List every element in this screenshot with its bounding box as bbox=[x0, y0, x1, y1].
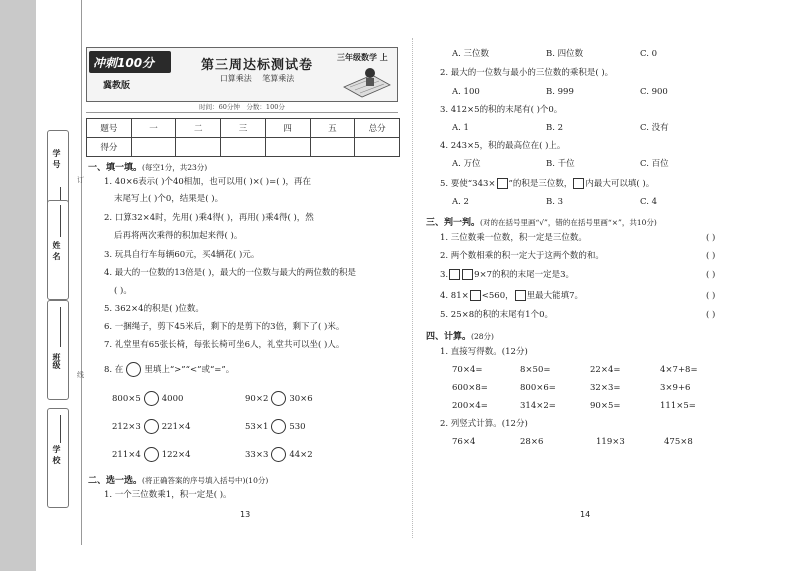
oral-calc-item[interactable]: 800×6= bbox=[520, 383, 556, 393]
exam-header bbox=[86, 47, 398, 102]
class-line bbox=[60, 307, 61, 347]
section-4-note: (28分) bbox=[471, 332, 494, 341]
mascot-illustration bbox=[342, 65, 392, 99]
oral-calc-item[interactable]: 8×50= bbox=[520, 365, 551, 375]
blank-box[interactable] bbox=[449, 269, 460, 280]
choice-5-option-a[interactable]: A. 2 bbox=[452, 197, 469, 207]
blank-box[interactable] bbox=[497, 178, 508, 189]
judge-answer-5[interactable]: ( ) bbox=[706, 310, 716, 320]
oral-calc-item[interactable]: 32×3= bbox=[590, 383, 621, 393]
score-header-cell: 五 bbox=[310, 119, 355, 138]
fill-question-5: 5. 362×4的积是( )位数。 bbox=[104, 304, 204, 314]
section-3-heading bbox=[426, 215, 657, 228]
scan-shadow bbox=[0, 0, 36, 571]
answer-circle[interactable] bbox=[144, 447, 159, 462]
blank-box[interactable] bbox=[470, 290, 481, 301]
answer-circle[interactable] bbox=[271, 447, 286, 462]
choice-4-option-b[interactable]: B. 千位 bbox=[546, 159, 575, 169]
compare-item: 53×1 530 bbox=[245, 419, 306, 434]
oral-calc-item[interactable]: 111×5= bbox=[660, 401, 696, 411]
page-number-left: 13 bbox=[240, 510, 251, 519]
fill-question-4-cont: ( )。 bbox=[114, 286, 132, 296]
compare-item: 90×2 30×6 bbox=[245, 391, 313, 406]
score-row-label: 得分 bbox=[87, 138, 132, 157]
school-line bbox=[60, 415, 61, 443]
fill-question-3: 3. 玩具自行车每辆60元，买4辆花( )元。 bbox=[104, 250, 260, 260]
oral-calc-item[interactable]: 200×4= bbox=[452, 401, 488, 411]
judge-answer-1[interactable]: ( ) bbox=[706, 233, 716, 243]
score-cell[interactable] bbox=[310, 138, 355, 157]
choice-question-5: 5. 要使“343× ”的积是三位数， 内最大可以填( )。 bbox=[440, 179, 655, 189]
choice-1-option-a[interactable]: A. 三位数 bbox=[452, 49, 490, 59]
fill-question-4: 4. 最大的一位数的13倍是( )，最大的一位数与最大的两位数的积是 bbox=[104, 268, 356, 278]
oral-calc-item[interactable]: 3×9+6 bbox=[660, 383, 691, 393]
grade-label: 三年级数学 上 bbox=[337, 53, 388, 62]
page-divider bbox=[412, 38, 413, 538]
score-header-cell: 总分 bbox=[355, 119, 400, 138]
choice-1-option-c[interactable]: C. 0 bbox=[640, 49, 658, 59]
vertical-calc-item[interactable]: 76×4 bbox=[452, 437, 476, 447]
score-header-cell: 二 bbox=[176, 119, 221, 138]
judge-answer-3[interactable]: ( ) bbox=[706, 270, 716, 280]
answer-circle[interactable] bbox=[144, 391, 159, 406]
oral-calc-item[interactable]: 70×4= bbox=[452, 365, 483, 375]
student-id-label: 学 号 bbox=[52, 149, 62, 168]
choice-2-option-a[interactable]: A. 100 bbox=[452, 87, 480, 97]
binding-mark-2: 线 bbox=[77, 371, 84, 379]
section-2-title: 二、选一选。 bbox=[88, 476, 143, 486]
compare-item: 33×3 44×2 bbox=[245, 447, 313, 462]
answer-circle[interactable] bbox=[144, 419, 159, 434]
exam-title: 第三周达标测试卷 bbox=[200, 58, 313, 73]
vertical-calc-item[interactable]: 28×6 bbox=[520, 437, 544, 447]
fill-question-1-cont: 末尾写上( )个0，结果是( )。 bbox=[114, 194, 224, 204]
edition-label: 冀教版 bbox=[103, 81, 131, 91]
fill-question-2-cont: 后再将两次乘得的积加起来得( )。 bbox=[114, 231, 243, 241]
blank-box[interactable] bbox=[462, 269, 473, 280]
school-box[interactable] bbox=[47, 408, 69, 508]
fill-question-6: 6. 一捆绳子，剪下45米后，剩下的是剪下的3倍，剩下了( )米。 bbox=[104, 322, 345, 332]
score-header-cell: 三 bbox=[221, 119, 266, 138]
section-1-note: (每空1分，共23分) bbox=[142, 163, 208, 172]
brand-logo: 冲刺100分 bbox=[89, 51, 171, 73]
school-label: 学 校 bbox=[52, 445, 62, 464]
section-1-title: 一、填一填。 bbox=[88, 163, 143, 173]
compare-item: 800×5 4000 bbox=[112, 391, 183, 406]
score-table-header-row bbox=[87, 119, 400, 138]
vertical-calc-item[interactable]: 475×8 bbox=[664, 437, 693, 447]
choice-1-option-b[interactable]: B. 四位数 bbox=[546, 49, 584, 59]
score-table-score-row bbox=[87, 138, 400, 157]
judge-question-5: 5. 25×8的积的末尾有1个0。 bbox=[440, 310, 553, 320]
choice-question-1: 1. 一个三位数乘1，积一定是( )。 bbox=[104, 490, 232, 500]
time-score-info: 时间：60分钟 分数：100分 bbox=[86, 102, 398, 113]
class-label: 班级 bbox=[52, 353, 62, 369]
choice-question-2: 2. 最大的一位数与最小的三位数的乘积是( )。 bbox=[440, 68, 614, 78]
section-3-title: 三、判一判。 bbox=[426, 218, 481, 228]
score-header-cell: 一 bbox=[131, 119, 176, 138]
score-cell[interactable] bbox=[131, 138, 176, 157]
oral-calc-item[interactable]: 600×8= bbox=[452, 383, 488, 393]
score-header-cell: 四 bbox=[265, 119, 310, 138]
blank-box[interactable] bbox=[573, 178, 584, 189]
judge-answer-4[interactable]: ( ) bbox=[706, 291, 716, 301]
section-2-note: (将正确答案的序号填入括号中)(10分) bbox=[142, 476, 269, 485]
blank-box[interactable] bbox=[515, 290, 526, 301]
class-box[interactable] bbox=[47, 300, 69, 400]
oral-calc-item[interactable]: 90×5= bbox=[590, 401, 621, 411]
vertical-calc-item[interactable]: 119×3 bbox=[596, 437, 625, 447]
answer-circle[interactable] bbox=[271, 419, 286, 434]
fill-question-8 bbox=[104, 362, 234, 377]
compare-item: 211×4 122×4 bbox=[112, 447, 191, 462]
judge-question-1: 1. 三位数乘一位数，积一定是三位数。 bbox=[440, 233, 587, 243]
compare-circle-icon bbox=[126, 362, 141, 377]
oral-calc-item[interactable]: 314×2= bbox=[520, 401, 556, 411]
judge-question-3: 3. 9×7的积的末尾一定是3。 bbox=[440, 270, 574, 280]
choice-2-option-b[interactable]: B. 999 bbox=[546, 87, 574, 97]
fill-question-1: 1. 40×6表示( )个40相加，也可以用( )×( )=( )，再在 bbox=[104, 177, 312, 187]
score-cell[interactable] bbox=[265, 138, 310, 157]
section-3-note: (对的在括号里画“√”，错的在括号里画“×”，共10分) bbox=[480, 218, 657, 227]
name-line bbox=[60, 205, 61, 237]
page-number-right: 14 bbox=[580, 510, 591, 519]
fill-question-7: 7. 礼堂里有65张长椅，每张长椅可坐6人，礼堂共可以坐( )人。 bbox=[104, 340, 345, 350]
q8-prefix: 8. 在 bbox=[104, 365, 124, 375]
section-1-heading bbox=[88, 160, 207, 173]
choice-question-4: 4. 243×5，积的最高位在( )上。 bbox=[440, 141, 566, 151]
choice-3-option-c[interactable]: C. 没有 bbox=[640, 123, 669, 133]
section-4-title: 四、计算。 bbox=[426, 332, 472, 342]
judge-question-4: 4. 81× <560， 里最大能填7。 bbox=[440, 291, 584, 301]
oral-calc-item[interactable]: 4×7+8= bbox=[660, 365, 698, 375]
exam-subtitle: 口算乘法 笔算乘法 bbox=[219, 74, 295, 83]
score-table bbox=[86, 118, 400, 157]
answer-circle[interactable] bbox=[271, 391, 286, 406]
choice-3-option-b[interactable]: B. 2 bbox=[546, 123, 564, 133]
choice-2-option-c[interactable]: C. 900 bbox=[640, 87, 668, 97]
oral-calc-item[interactable]: 22×4= bbox=[590, 365, 621, 375]
choice-4-option-c[interactable]: C. 百位 bbox=[640, 159, 669, 169]
judge-answer-2[interactable]: ( ) bbox=[706, 251, 716, 261]
score-cell[interactable] bbox=[176, 138, 221, 157]
score-cell[interactable] bbox=[355, 138, 400, 157]
calc-subheading-1: 1. 直接写得数。(12分) bbox=[440, 347, 528, 357]
choice-5-option-b[interactable]: B. 3 bbox=[546, 197, 564, 207]
section-4-heading bbox=[426, 329, 494, 342]
q8-suffix: 里填上“>”“<”或“=”。 bbox=[144, 365, 235, 375]
choice-5-option-c[interactable]: C. 4 bbox=[640, 197, 658, 207]
compare-item: 212×3 221×4 bbox=[112, 419, 191, 434]
choice-question-3: 3. 412×5的积的末尾有( )个0。 bbox=[440, 105, 563, 115]
choice-4-option-a[interactable]: A. 万位 bbox=[452, 159, 481, 169]
score-header-cell: 题号 bbox=[87, 119, 132, 138]
name-box[interactable] bbox=[47, 200, 69, 300]
calc-subheading-2: 2. 列竖式计算。(12分) bbox=[440, 419, 528, 429]
section-2-heading bbox=[88, 473, 268, 486]
fill-question-2: 2. 口算32×4时，先用( )乘4得( )，再用( )乘4得( )，然 bbox=[104, 213, 314, 223]
binding-mark-1: 订 bbox=[77, 176, 84, 184]
name-label: 姓 名 bbox=[52, 241, 62, 260]
score-cell[interactable] bbox=[221, 138, 266, 157]
choice-3-option-a[interactable]: A. 1 bbox=[452, 123, 469, 133]
judge-question-2: 2. 两个数相乘的积一定大于这两个数的和。 bbox=[440, 251, 604, 261]
